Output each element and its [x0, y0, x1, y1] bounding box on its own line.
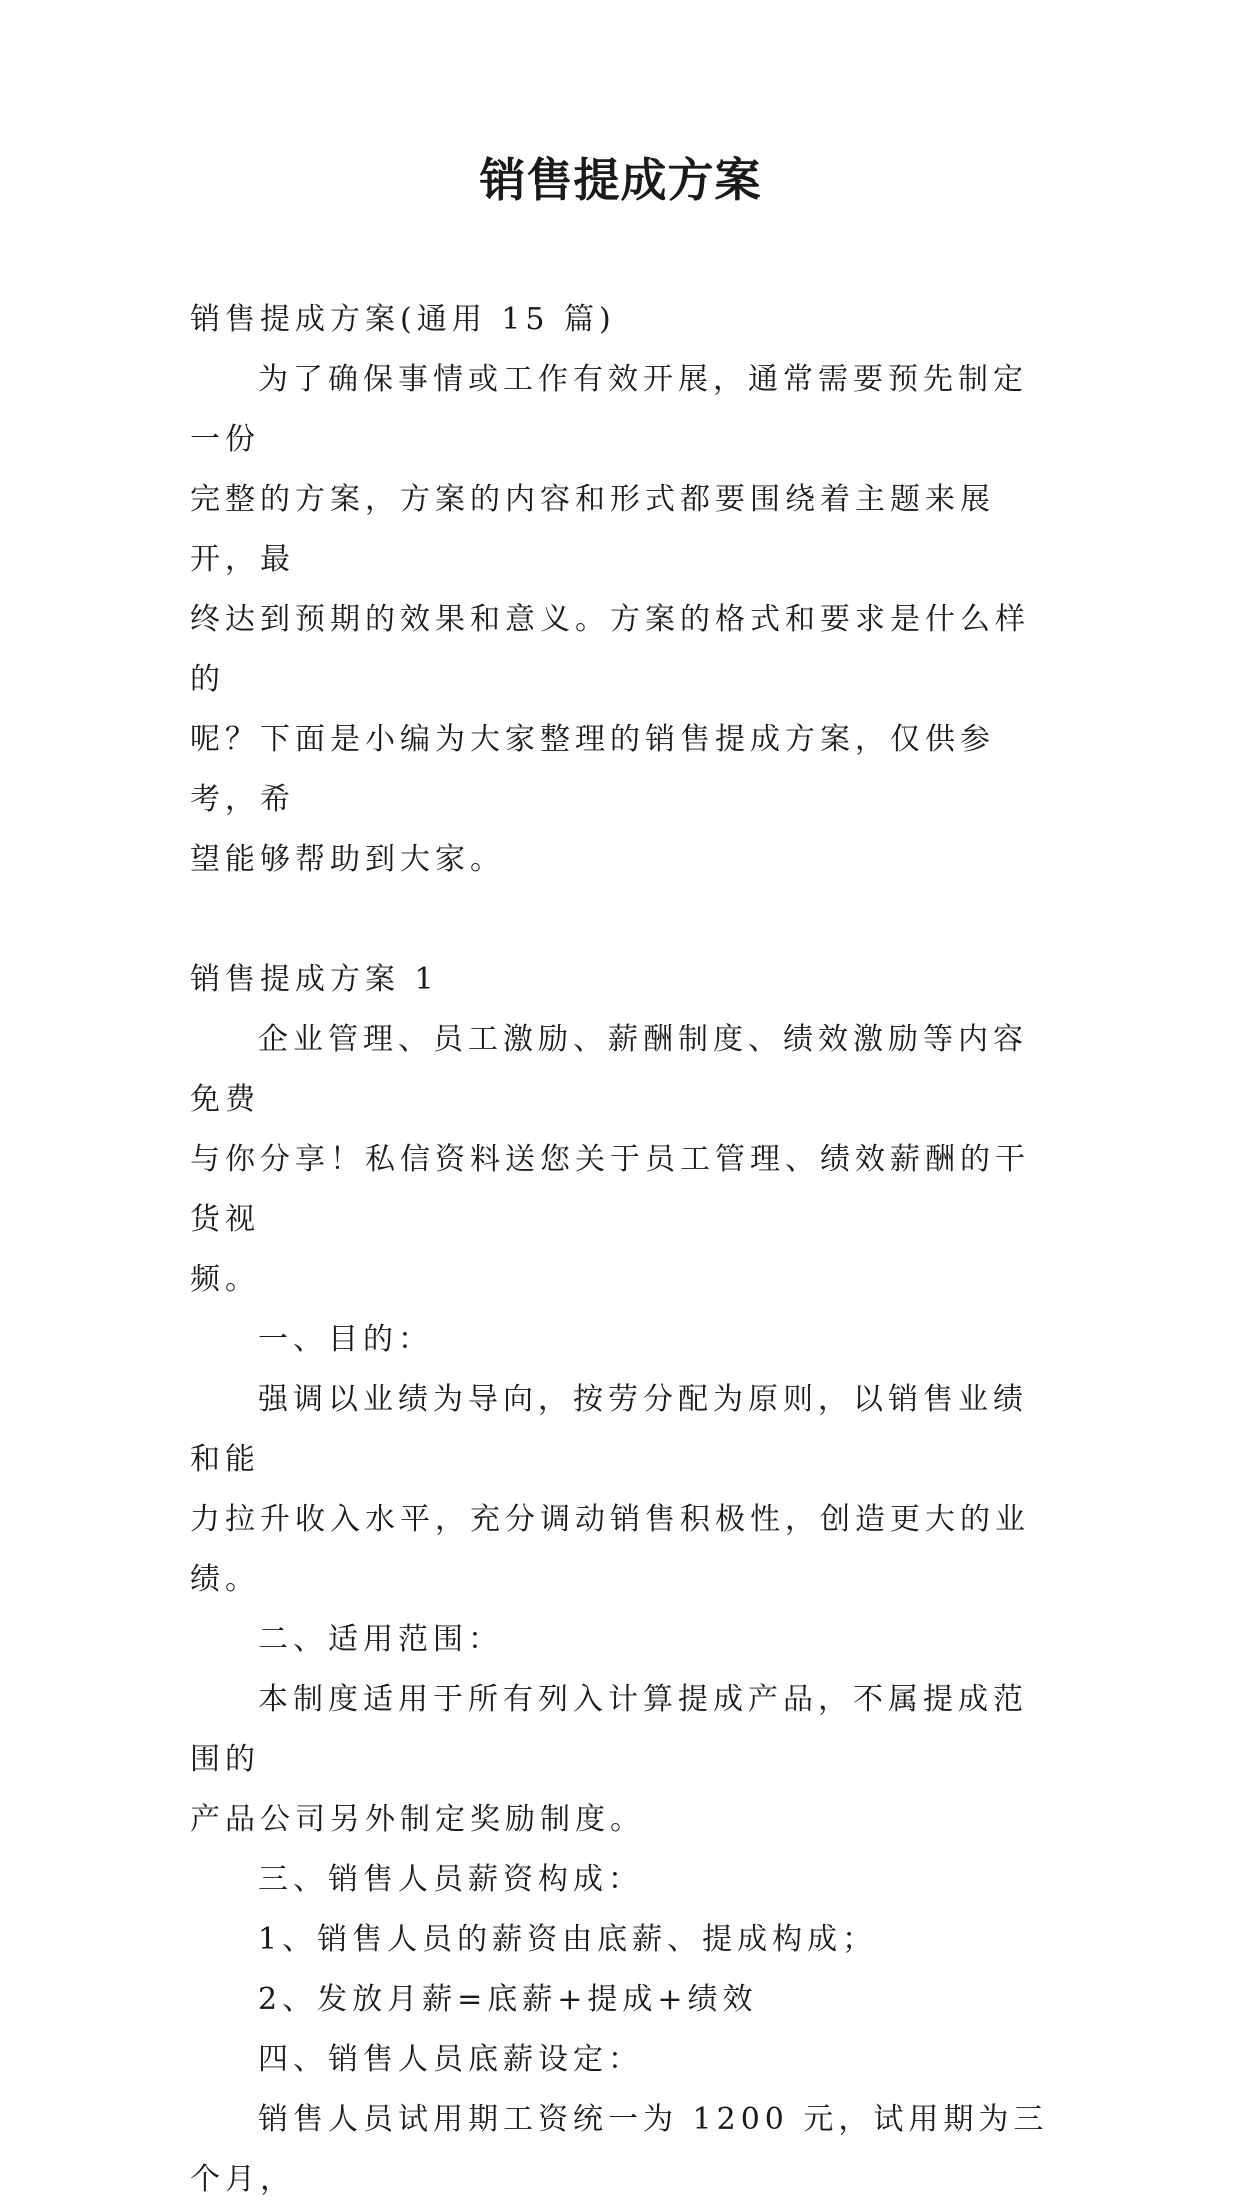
promo-paragraph: [190, 1010, 1060, 1310]
intro-line: 为了确保事情或工作有效开展，通常需要预先制定一份: [190, 362, 1028, 457]
promo-line: 与你分享！私信资料送您关于员工管理、绩效薪酬的干货视: [190, 1142, 1030, 1237]
intro-line: 完整的方案，方案的内容和形式都要围绕着主题来展开，最: [190, 482, 995, 577]
document-body: [190, 290, 1060, 2210]
salary-item: 1、销售人员的薪资由底薪、提成构成；: [258, 1922, 878, 1957]
base-salary-line: 销售人员试用期工资统一为 1200 元，试用期为三个月，: [190, 2102, 1049, 2197]
goal-heading: 一、目的：: [258, 1322, 433, 1357]
scope-line: 本制度适用于所有列入计算提成产品，不属提成范围的: [190, 1682, 1028, 1777]
salary-heading: 三、销售人员薪资构成：: [258, 1862, 643, 1897]
intro-paragraph: [190, 350, 1060, 890]
document-title: 销售提成方案: [479, 153, 762, 207]
section-heading: 销售提成方案 1: [190, 962, 439, 997]
base-salary-heading: 四、销售人员底薪设定：: [258, 2042, 643, 2077]
promo-line: 企业管理、员工激励、薪酬制度、绩效激励等内容免费: [190, 1022, 1028, 1117]
document-subtitle: 销售提成方案(通用 15 篇): [190, 302, 616, 337]
goal-line: 力拉升收入水平，充分调动销售积极性，创造更大的业绩。: [190, 1502, 1030, 1597]
intro-line: 望能够帮助到大家。: [190, 842, 505, 877]
scope-heading: 二、适用范围：: [258, 1622, 503, 1657]
intro-line: 终达到预期的效果和意义。方案的格式和要求是什么样的: [190, 602, 1030, 697]
section-spacer: [190, 890, 1060, 950]
intro-line: 呢？下面是小编为大家整理的销售提成方案，仅供参考，希: [190, 722, 995, 817]
goal-paragraph: [190, 1370, 1060, 1610]
salary-item: 2、发放月薪=底薪+提成+绩效: [258, 1982, 758, 2017]
promo-line: 频。: [190, 1262, 260, 1297]
scope-line: 产品公司另外制定奖励制度。: [190, 1802, 645, 1837]
scope-paragraph: [190, 1670, 1060, 1850]
goal-line: 强调以业绩为导向，按劳分配为原则，以销售业绩和能: [190, 1382, 1028, 1477]
